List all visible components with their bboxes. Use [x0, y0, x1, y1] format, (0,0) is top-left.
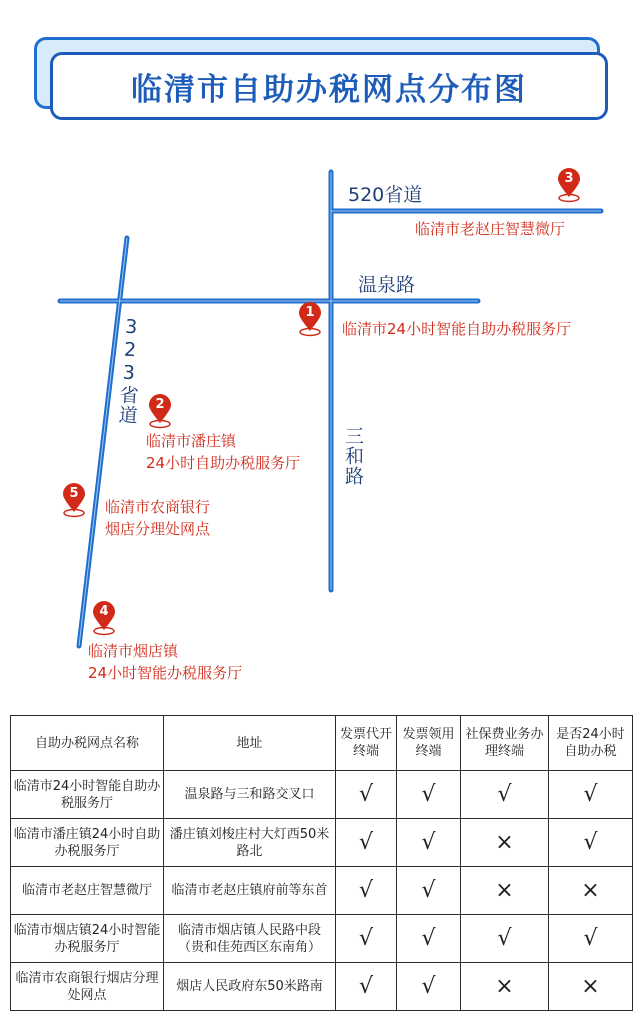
cell-24h: √: [549, 915, 633, 963]
site-label-line: 临清市24小时智能自助办税服务厅: [342, 320, 572, 338]
cell-24h: √: [549, 819, 633, 867]
header-invoice-issue: 发票代开终端: [336, 716, 397, 771]
pin-number: 5: [69, 486, 79, 501]
cell-invoice-issue: √: [336, 915, 397, 963]
site-label-2: [146, 430, 300, 474]
road-label-wenquan: 温泉路: [358, 274, 416, 296]
cell-address: 临清市烟店镇人民路中段（贵和佳苑西区东南角）: [164, 915, 336, 963]
map-pin-3[interactable]: [557, 168, 587, 204]
cell-invoice-collect: √: [397, 819, 461, 867]
title-banner: [50, 52, 608, 120]
cell-name: 临清市农商银行烟店分理处网点: [11, 963, 164, 1011]
header-address: 地址: [164, 716, 336, 771]
map-pin-1[interactable]: [298, 302, 328, 338]
cell-name: 临清市老赵庄智慧微厅: [11, 867, 164, 915]
site-label-line: 烟店分理处网点: [105, 520, 211, 538]
map-pin-5[interactable]: [62, 483, 92, 519]
table-row: [11, 819, 633, 867]
table-row: [11, 963, 633, 1011]
road-label-520: 520省道: [348, 184, 423, 206]
cell-invoice-issue: √: [336, 867, 397, 915]
table-row: [11, 867, 633, 915]
site-label-5: [105, 496, 210, 540]
site-label-line: 24小时自助办税服务厅: [146, 454, 301, 472]
sites-table: [10, 715, 633, 1011]
cell-name: 临清市烟店镇24小时智能办税服务厅: [11, 915, 164, 963]
pin-number: 4: [99, 604, 109, 619]
site-label-line: 24小时智能办税服务厅: [88, 664, 243, 682]
site-label-line: 临清市烟店镇: [88, 642, 179, 660]
cell-invoice-collect: √: [397, 771, 461, 819]
cell-invoice-issue: √: [336, 819, 397, 867]
cell-name: 临清市潘庄镇24小时自助办税服务厅: [11, 819, 164, 867]
header-invoice-collect: 发票领用终端: [397, 716, 461, 771]
cell-social-security: ×: [461, 963, 549, 1011]
pin-number: 3: [564, 171, 574, 186]
cell-invoice-collect: √: [397, 915, 461, 963]
table-header-row: [11, 716, 633, 771]
cell-24h: ×: [549, 963, 633, 1011]
table-row: [11, 915, 633, 963]
cell-name: 临清市24小时智能自助办税服务厅: [11, 771, 164, 819]
site-label-4: [88, 640, 242, 684]
map-pin-2[interactable]: [148, 394, 178, 430]
cell-social-security: √: [461, 771, 549, 819]
site-label-line: 临清市农商银行: [105, 498, 211, 516]
cell-address: 潘庄镇刘梭庄村大灯西50米路北: [164, 819, 336, 867]
map-area: [0, 150, 640, 695]
cell-invoice-issue: √: [336, 963, 397, 1011]
header-24h: 是否24小时自助办税: [549, 716, 633, 771]
site-label-1: [342, 318, 571, 340]
cell-24h: ×: [549, 867, 633, 915]
pin-number: 1: [305, 305, 315, 320]
header-name: 自助办税网点名称: [11, 716, 164, 771]
map-pin-4[interactable]: [92, 601, 122, 637]
cell-invoice-collect: √: [397, 867, 461, 915]
pin-number: 2: [155, 397, 165, 412]
site-label-line: 临清市潘庄镇: [146, 432, 237, 450]
cell-social-security: ×: [461, 867, 549, 915]
site-label-line: 临清市老赵庄智慧微厅: [415, 220, 566, 238]
cell-invoice-collect: √: [397, 963, 461, 1011]
cell-address: 临清市老赵庄镇府前等东首: [164, 867, 336, 915]
cell-invoice-issue: √: [336, 771, 397, 819]
cell-24h: √: [549, 771, 633, 819]
cell-social-security: ×: [461, 819, 549, 867]
table-row: [11, 771, 633, 819]
header-social-security: 社保费业务办理终端: [461, 716, 549, 771]
cell-social-security: √: [461, 915, 549, 963]
page-title: 临清市自助办税网点分布图: [131, 71, 527, 108]
road-label-sanhe: 三和路: [342, 426, 364, 486]
site-label-3: [415, 218, 565, 240]
cell-address: 烟店人民政府东50米路南: [164, 963, 336, 1011]
road-label-323: 323省道: [115, 315, 143, 426]
cell-address: 温泉路与三和路交叉口: [164, 771, 336, 819]
